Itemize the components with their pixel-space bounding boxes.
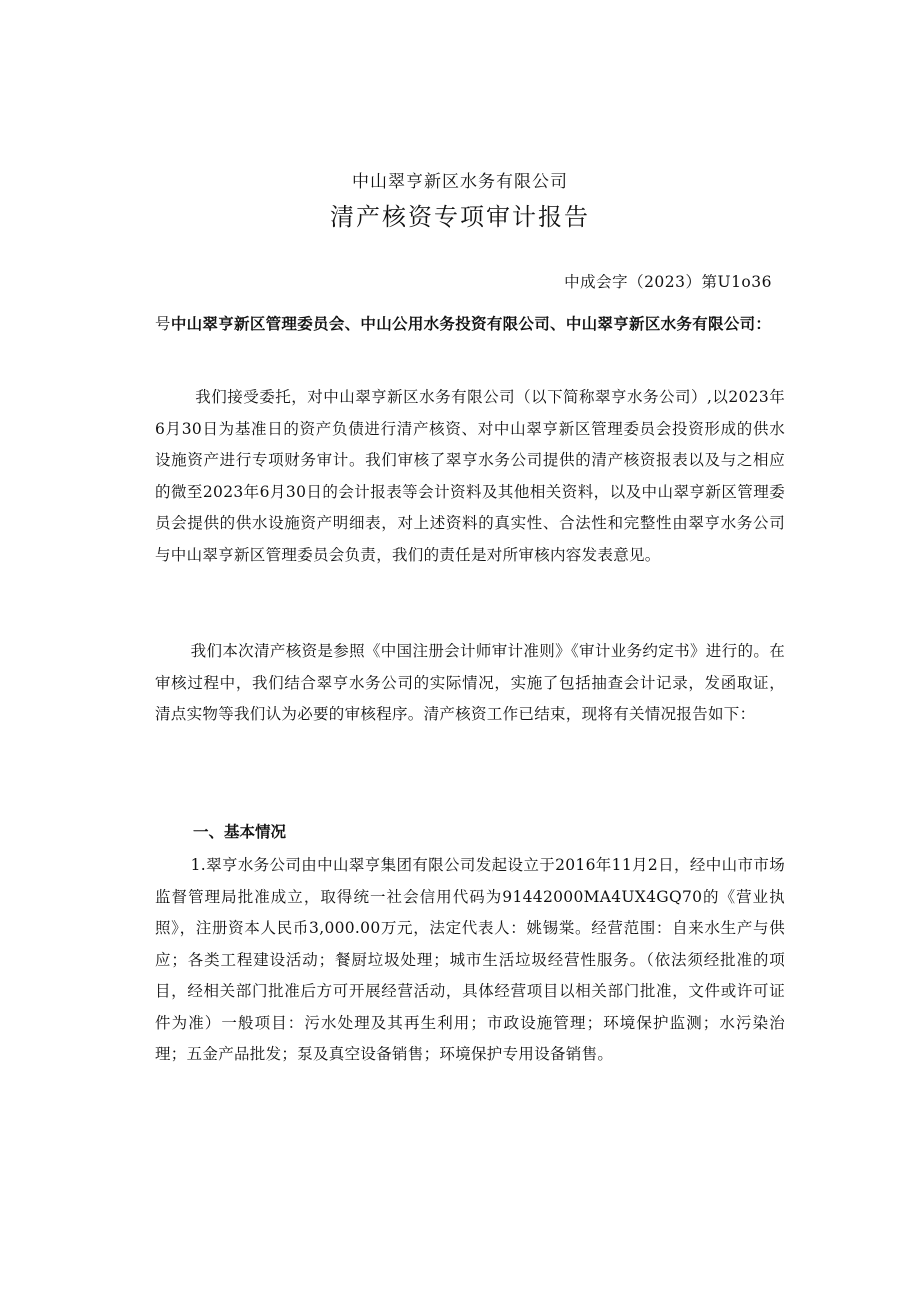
addressee bbox=[155, 305, 785, 343]
paragraph-company-info: 1.翠亨水务公司由中山翠亨集团有限公司发起设立于2016年11月2日，经中山市市场监督管理局批准成立，取得统一社会信用代码为91442000MA4UX4GQ70的《营业执照》，注册资本人民币3,000.00万元，法定代表人：姚锡棠。经营范围：自来水生产与供应；各类工程建设活动；餐厨垃圾处理；城市生活垃圾经营性服务。（依法须经批准的项目，经相关部门批准后方可开展经营活动，具体经营项目以相关部门批准，文件或许可证件为准）一般项目：污水处理及其再生利用；市政设施管理；环境保护监测；水污染治理；五金产品批发；泵及真空设备销售；环境保护专用设备销售。 bbox=[155, 856, 785, 1063]
paragraph-engagement: 我们接受委托，对中山翠亨新区水务有限公司（以下简称翠亨水务公司）,以2023年6月30日为基准日的资产负债进行清产核资、对中山翠亨新区管理委员会投资形成的供水设施资产进行专项财务审计。我们审核了翠亨水务公司提供的清产核资报表以及与之相应的微至2023年6月30日的会计报表等会计资料及其他相关资料，以及中山翠亨新区管理委员会提供的供水设施资产明细表，对上述资料的真实性、合法性和完整性由翠亨水务公司与中山翠亨新区管理委员会负责，我们的责任是对所审核内容发表意见。 bbox=[155, 388, 785, 564]
report-title: 清产核资专项审计报告 bbox=[330, 203, 590, 231]
addressee-recipients: 中山翠亨新区管理委员会、中山公用水务投资有限公司、中山翠亨新区水务有限公司： bbox=[170, 314, 772, 333]
paragraph-scope: 我们本次清产核资是参照《中国注册会计师审计准则》《审计业务约定书》进行的。在审核过程中，我们结合翠亨水务公司的实际情况，实施了包括抽查会计记录，发函取证，清点实物等我们认为必要的审核程序。清产核资工作已结束，现将有关情况报告如下： bbox=[155, 642, 785, 723]
company-name: 中山翠亨新区水务有限公司 bbox=[352, 172, 568, 192]
document-number: 中成会字（2023）第U1o36 bbox=[564, 273, 772, 291]
addressee-prefix: 号 bbox=[155, 315, 171, 333]
section-heading-basic-info: 一、基本情况 bbox=[193, 823, 287, 841]
